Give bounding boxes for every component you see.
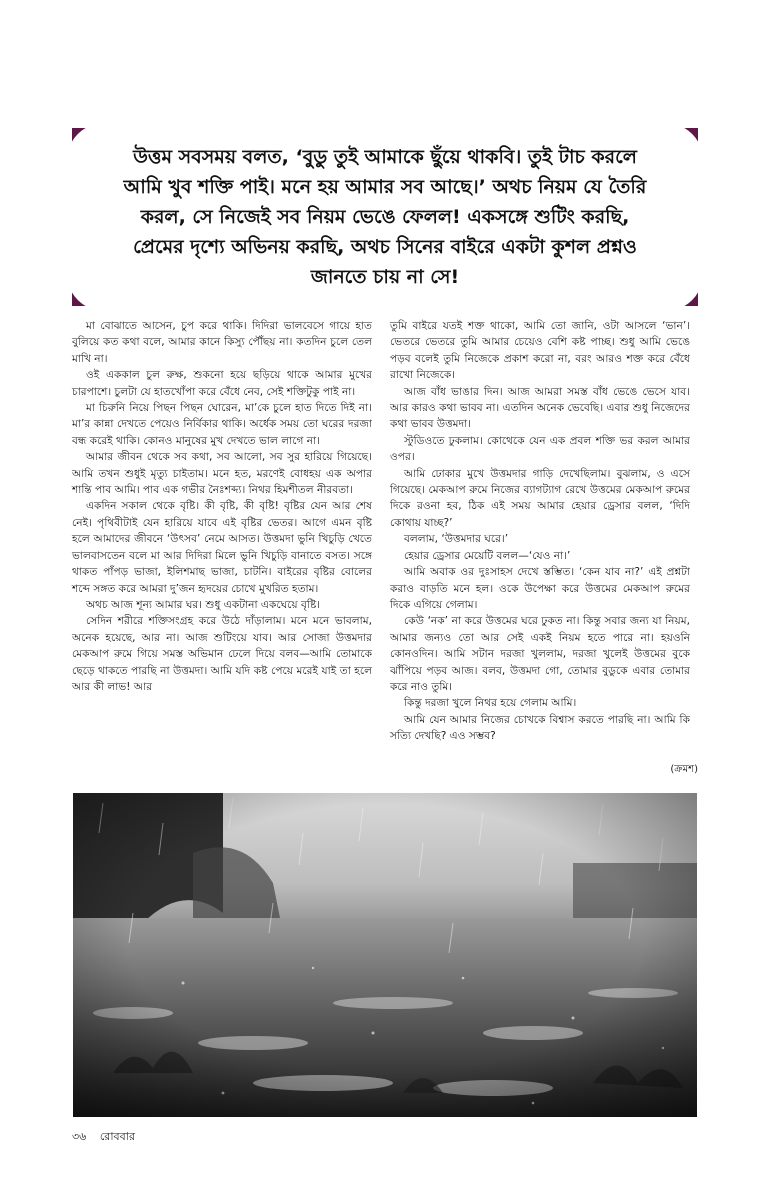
paragraph: আমার জীবন থেকে সব কথা, সব আলো, সব সুর হারিয়ে গিয়েছে। আমি তখন শুধুই মৃত্যু চাইতাম। মনে হত, মরণেই বোধহয় এক অপার শান্তি পাব আমি। পাব এক গভীর নৈঃশব্দ্য। নিথর হিমশীতল নীরবতা। — [72, 451, 372, 497]
paragraph: আমি অবাক ওর দুঃসাহস দেখে স্তম্ভিত। ‘কেন যাব না?’ এই প্রশ্নটা করাও বাড়তি মনে হল। ওকে উপেক্ষা করে উত্তমের মেকআপ রুমের দিকে এগিয়ে গেলাম। — [390, 566, 690, 611]
paragraph: কিন্তু দরজা খুলে নিথর হয়ে গেলাম আমি। — [404, 697, 577, 710]
pull-quote-line: আমি খুব শক্তি পাই। মনে হয় আমার সব আছে।’ অথচ নিয়ম যে তৈরি — [123, 176, 647, 198]
article-body — [72, 318, 698, 778]
paragraph: কেউ ‘নক’ না করে উত্তমের ঘরে ঢুকত না। কিন্তু সবার জন্য যা নিয়ম, আমার জন্যও তো আর সেই একই নিয়ম হতে পারে না। হয়ওনি কোনওদিন। আমি সটান দরজা খুললাম, দরজা খুলেই উত্তমের বুকে ঝাঁপিয়ে পড়ব আজ। বলব, উত্তমদা গো, তোমার বুডুকে এবার তোমার করে নাও তুমি। — [390, 615, 690, 693]
paragraph: হেয়ার ড্রেসার মেয়েটি বলল—‘যেও না।’ — [404, 549, 571, 562]
continued-label: (ক্রমশ) — [670, 764, 698, 775]
paragraph: স্টুডিওতে ঢুকলাম। কোথেকে যেন এক প্রবল শক্তি ভর করল আমার ওপর। — [390, 434, 690, 464]
paragraph: মা চিরুনি নিয়ে পিছন পিছন ঘোরেন, মা’কে চুলে হাত দিতে দিই না। মা’র কান্না দেখতে পেয়েও নির্বিকার থাকি। অর্ধেক সময় তো ঘরের দরজা বন্ধ করেই থাকি। কোনও মানুষের মুখ দেখতে ভাল লাগে না। — [72, 402, 372, 447]
page-number: ৩৬ — [72, 1130, 87, 1143]
magazine-name: রোববার — [99, 1130, 136, 1143]
paragraph: বললাম, ‘উত্তমদার ঘরে।’ — [404, 533, 509, 546]
paragraph: তুমি বাইরে যতই শক্ত থাকো, আমি তো জানি, ওটা আসলে ‘ভান’। ভেতরে ভেতরে তুমি আমার চেয়েও বেশি কষ্ট পাচ্ছ। শুধু আমি ভেঙে পড়ব বলেই তুমি নিজেকে প্রকাশ করো না, বরং আরও শক্ত করে বেঁধে রাখো নিজেকে। — [390, 320, 690, 382]
pull-quote-box — [72, 128, 698, 306]
article-column-right — [390, 318, 690, 745]
pull-quote-line: উত্তম সবসময় বলত, ‘বুডু তুই আমাকে ছুঁয়ে থাকবি। তুই টাচ করলে — [133, 146, 637, 168]
paragraph: অথচ আজ শূন্য আমার ঘর। শুধু একটানা একঘেয়ে বৃষ্টি। — [86, 598, 321, 611]
paragraph: মা বোঝাতে আসেন, চুপ করে থাকি। দিদিরা ভালবেসে গায়ে হাত বুলিয়ে কত কথা বলে, আমার কানে কিস্যু পৌঁছয় না। কতদিন চুলে তেল মাখি না। — [72, 320, 372, 365]
paragraph: আমি ঢোকার মুখে উত্তমদার গাড়ি দেখেছিলাম। বুঝলাম, ও এসে গিয়েছে। মেকআপ রুমে নিজের ব্যাগট্যাগ রেখে উত্তমের মেকআপ রুমের দিকে রওনা হব, ঠিক এই সময় আমার হেয়ার ড্রেসার বলল, ‘দিদি কোথায় যাচ্ছ?’ — [390, 467, 690, 529]
pull-quote-line: করল, সে নিজেই সব নিয়ম ভেঙে ফেলল! একসঙ্গে শুটিং করছি, — [140, 206, 630, 228]
rain-photo-illustration — [73, 793, 697, 1117]
article-column-left — [72, 318, 372, 695]
paragraph: একদিন সকাল থেকে বৃষ্টি। কী বৃষ্টি, কী বৃষ্টি! বৃষ্টির যেন আর শেষ নেই। পৃথিবীটাই যেন হারিয়ে যাবে এই বৃষ্টির ভেতর। আগে এমন বৃষ্টি হলে আমাদের জীবনে ‘উৎসব’ নেমে আসত। উত্তমদা ভুনি খিচুড়ি খেতে ভালবাসতেন বলে মা আর দিদিরা মিলে ভুনি খিচুড়ি বানাতে বসত। সঙ্গে থাকত পাঁপড় ভাজা, ইলিশমাছ ভাজা, চাটনি। বাইরের বৃষ্টির বোলের শব্দে সঙ্গত করে আমরা দু’জন হৃদয়ের চোখে মুখরিত হতাম। — [72, 500, 372, 595]
page-footer — [72, 1128, 145, 1147]
pull-quote-text — [112, 142, 658, 292]
paragraph: আজ বাঁধ ভাঙার দিন। আজ আমরা সমস্ত বাঁধ ভেঙে ভেসে যাব। আর কারও কথা ভাবব না। এতদিন অনেক ভেবেছি। এবার শুধু নিজেদের কথা ভাবব উত্তমদা। — [390, 385, 690, 431]
paragraph: ওই এককাল চুল রুক্ষ, শুকনো হয়ে ছড়িয়ে থাকে আমার মুখের চারপাশে। চুলটা যে হাতখোঁপা করে বেঁধে নেব, সেই শক্তিটুকু পাই না। — [72, 369, 372, 398]
rain-photo — [73, 793, 697, 1117]
pull-quote-line: প্রেমের দৃশ্যে অভিনয় করছি, অথচ সিনের বাইরে একটা কুশল প্রশ্নও — [133, 236, 637, 258]
paragraph: সেদিন শরীরে শক্তিসংগ্রহ করে উঠে দাঁড়ালাম। মনে মনে ভাবলাম, অনেক হয়েছে, আর না। আজ শুটিংয়ে যাব। আর সোজা উত্তমদার মেকআপ রুমে গিয়ে সমস্ত অভিমান ঢেলে দিয়ে বলব—আমি তোমাকে ছেড়ে থাকতে পারছি না উত্তমদা। আমি যদি কষ্ট পেয়ে মরেই যাই তা হলে আর কী লাভ! আর — [72, 615, 372, 693]
pull-quote-line: জানতে চায় না সে! — [310, 266, 460, 288]
paragraph: আমি যেন আমার নিজের চোখকে বিশ্বাস করতে পারছি না। আমি কি সত্যি দেখছি? এও সম্ভব? — [390, 713, 690, 743]
